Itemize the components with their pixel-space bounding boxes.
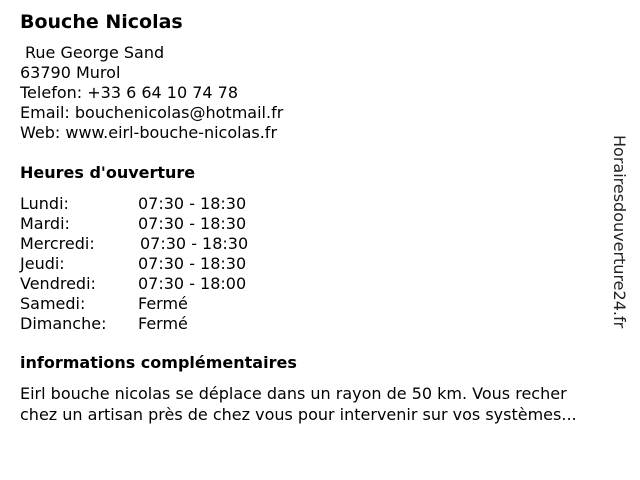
business-name: Bouche Nicolas <box>20 11 183 33</box>
time-value: 07:30 - 18:30 <box>138 194 247 213</box>
hours-row-saturday <box>20 294 320 314</box>
email-line: Email: bouchenicolas@hotmail.fr <box>20 103 284 122</box>
phone-line: Telefon: +33 6 64 10 74 78 <box>20 83 239 102</box>
hours-row-monday <box>20 194 320 214</box>
info-line: Eirl bouche nicolas se déplace dans un rayon de 50 km. Vous recher <box>20 384 567 403</box>
hours-row-wednesday <box>20 234 320 254</box>
day-label: Mercredi: <box>20 234 95 253</box>
time-value: 07:30 - 18:30 <box>138 254 247 273</box>
info-description <box>20 383 632 425</box>
time-value: 07:30 - 18:30 <box>138 214 247 233</box>
time-value: Fermé <box>138 314 188 333</box>
day-label: Vendredi: <box>20 274 96 293</box>
hours-row-friday <box>20 274 320 294</box>
hours-row-sunday <box>20 314 320 334</box>
day-label: Mardi: <box>20 214 70 233</box>
day-label: Jeudi: <box>20 254 65 273</box>
contact-block <box>20 43 283 143</box>
city-postal: 63790 Murol <box>20 63 121 82</box>
hours-row-thursday <box>20 254 320 274</box>
hours-heading: Heures d'ouverture <box>20 163 196 182</box>
hours-row-tuesday <box>20 214 320 234</box>
time-value: 07:30 - 18:00 <box>138 274 247 293</box>
day-label: Dimanche: <box>20 314 107 333</box>
day-label: Samedi: <box>20 294 86 313</box>
time-value: Fermé <box>138 294 188 313</box>
street-address: Rue George Sand <box>25 43 165 62</box>
info-heading: informations complémentaires <box>20 353 297 372</box>
info-line: chez un artisan près de chez vous pour intervenir sur vos systèmes... <box>20 405 577 424</box>
opening-hours-table <box>20 194 320 334</box>
day-label: Lundi: <box>20 194 69 213</box>
time-value: 07:30 - 18:30 <box>140 234 249 253</box>
web-line: Web: www.eirl-bouche-nicolas.fr <box>20 123 278 142</box>
site-watermark: Horairesdouverture24.fr <box>610 135 629 329</box>
